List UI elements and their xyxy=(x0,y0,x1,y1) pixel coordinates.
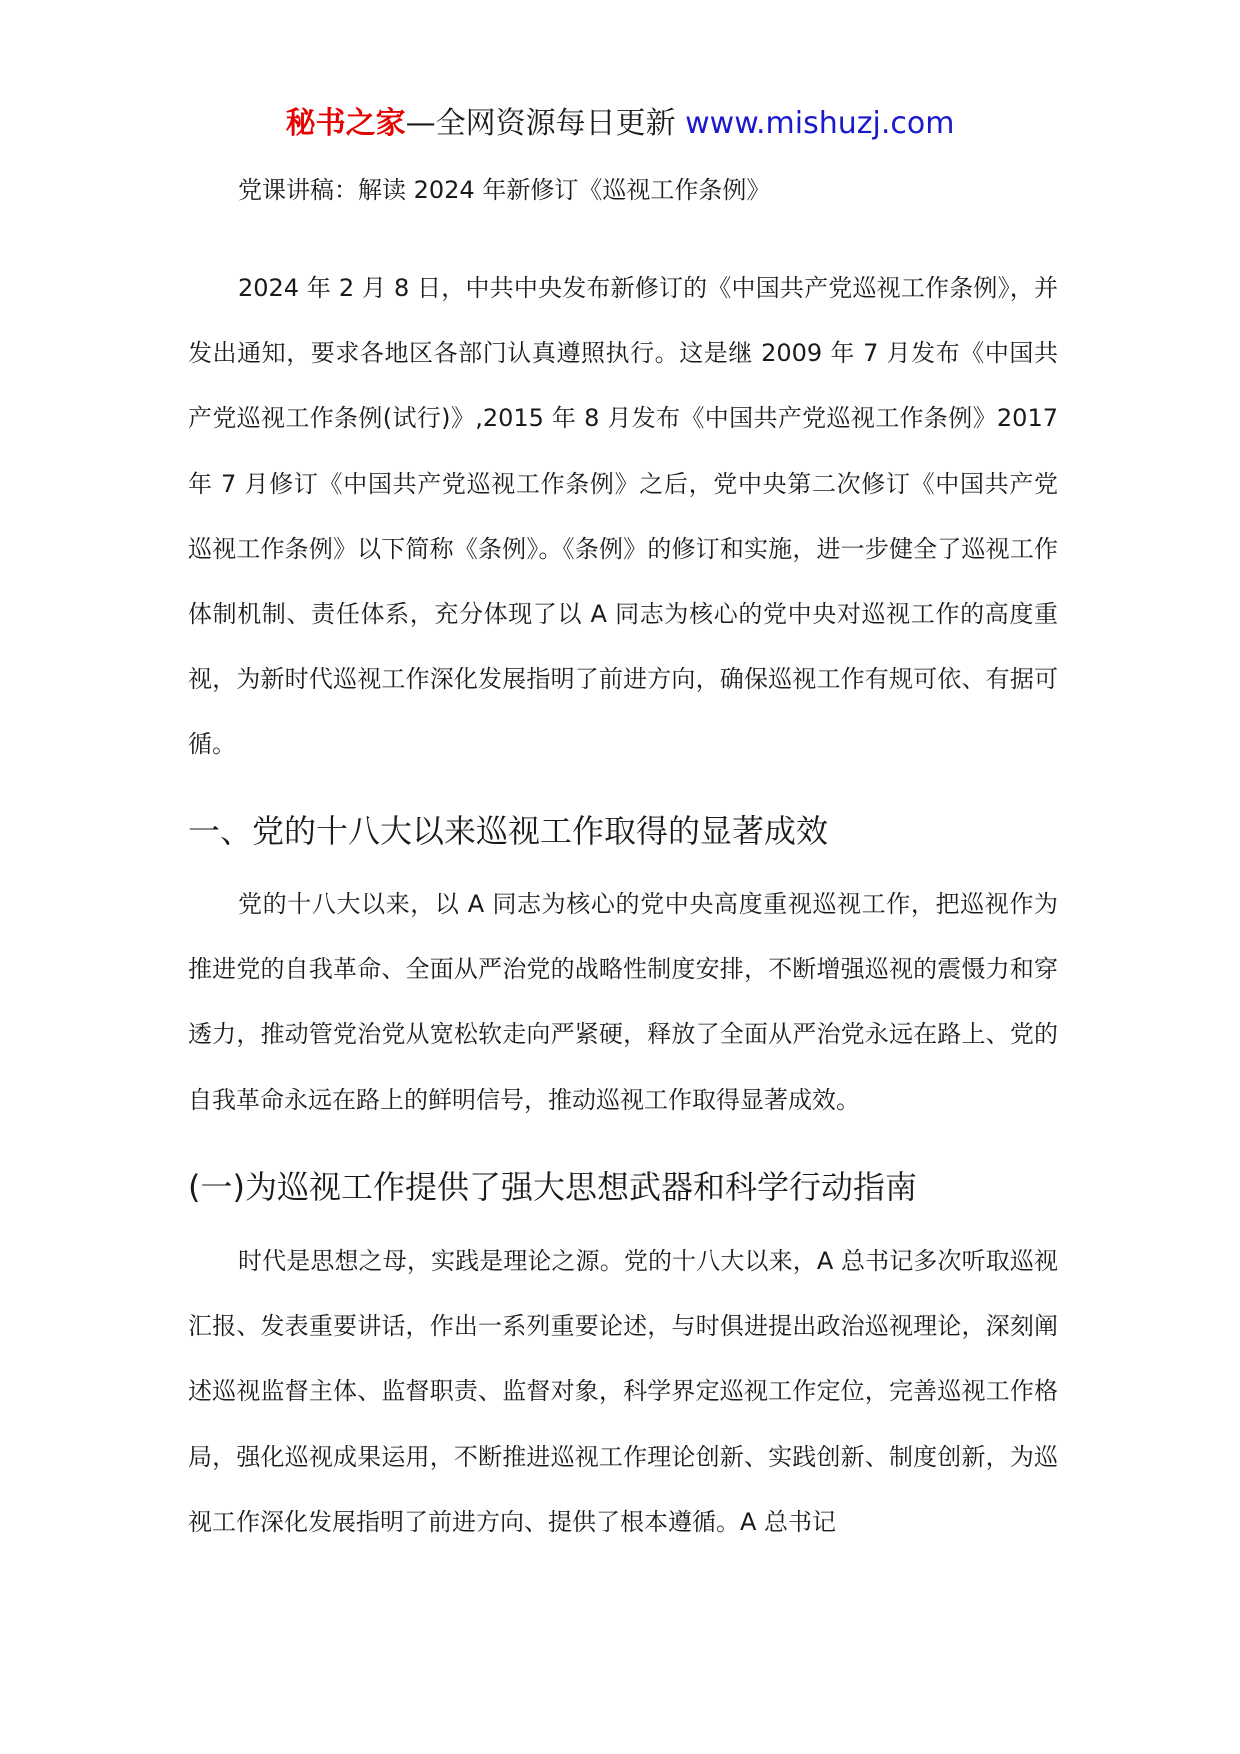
subsection-heading-1: (一)为巡视工作提供了强大思想武器和科学行动指南 xyxy=(188,1168,917,1206)
banner-slogan: —全网资源每日更新 xyxy=(405,106,676,141)
subsection-1-paragraph: 时代是思想之母，实践是理论之源。党的十八大以来，A 总书记多次听取巡视汇报、发表重要讲话，作出一系列重要论述，与时俱进提出政治巡视理论，深刻阐述巡视监督主体、监督职责、监督对象，科学界定巡视工作定位，完善巡视工作格局，强化巡视成果运用，不断推进巡视工作理论创新、实践创新、制度创新，为巡视工作深化发展指明了前进方向、提供了根本遵循。A 总书记 xyxy=(188,1247,1058,1536)
banner-brand: 秘书之家 xyxy=(285,106,406,141)
document-title: 党课讲稿：解读 2024 年新修订《巡视工作条例》 xyxy=(238,176,771,204)
section-1-paragraph: 党的十八大以来，以 A 同志为核心的党中央高度重视巡视工作，把巡视作为推进党的自我革命、全面从严治党的战略性制度安排，不断增强巡视的震慑力和穿透力，推动管党治党从宽松软走向严紧硬，释放了全面从严治党永远在路上、党的自我革命永远在路上的鲜明信号，推动巡视工作取得显著成效。 xyxy=(188,890,1058,1114)
section-heading-1: 一、党的十八大以来巡视工作取得的显著成效 xyxy=(188,812,829,850)
banner-url-link[interactable]: www.mishuzj.com xyxy=(685,106,955,141)
intro-paragraph: 2024 年 2 月 8 日，中共中央发布新修订的《中国共产党巡视工作条例》，并发出通知，要求各地区各部门认真遵照执行。这是继 2009 年 7 月发布《中国共产党巡视工作条例(试行)》,2015 年 8 月发布《中国共产党巡视工作条例》2017 年 7 月修订《中国共产党巡视工作条例》之后，党中央第二次修订《中国共产党巡视工作条例》以下简称《条例》。《条例》的修订和实施，进一步健全了巡视工作体制机制、责任体系，充分体现了以 A 同志为核心的党中央对巡视工作的高度重视，为新时代巡视工作深化发展指明了前进方向，确保巡视工作有规可依、有据可循。 xyxy=(188,274,1058,759)
site-banner xyxy=(0,102,1240,146)
